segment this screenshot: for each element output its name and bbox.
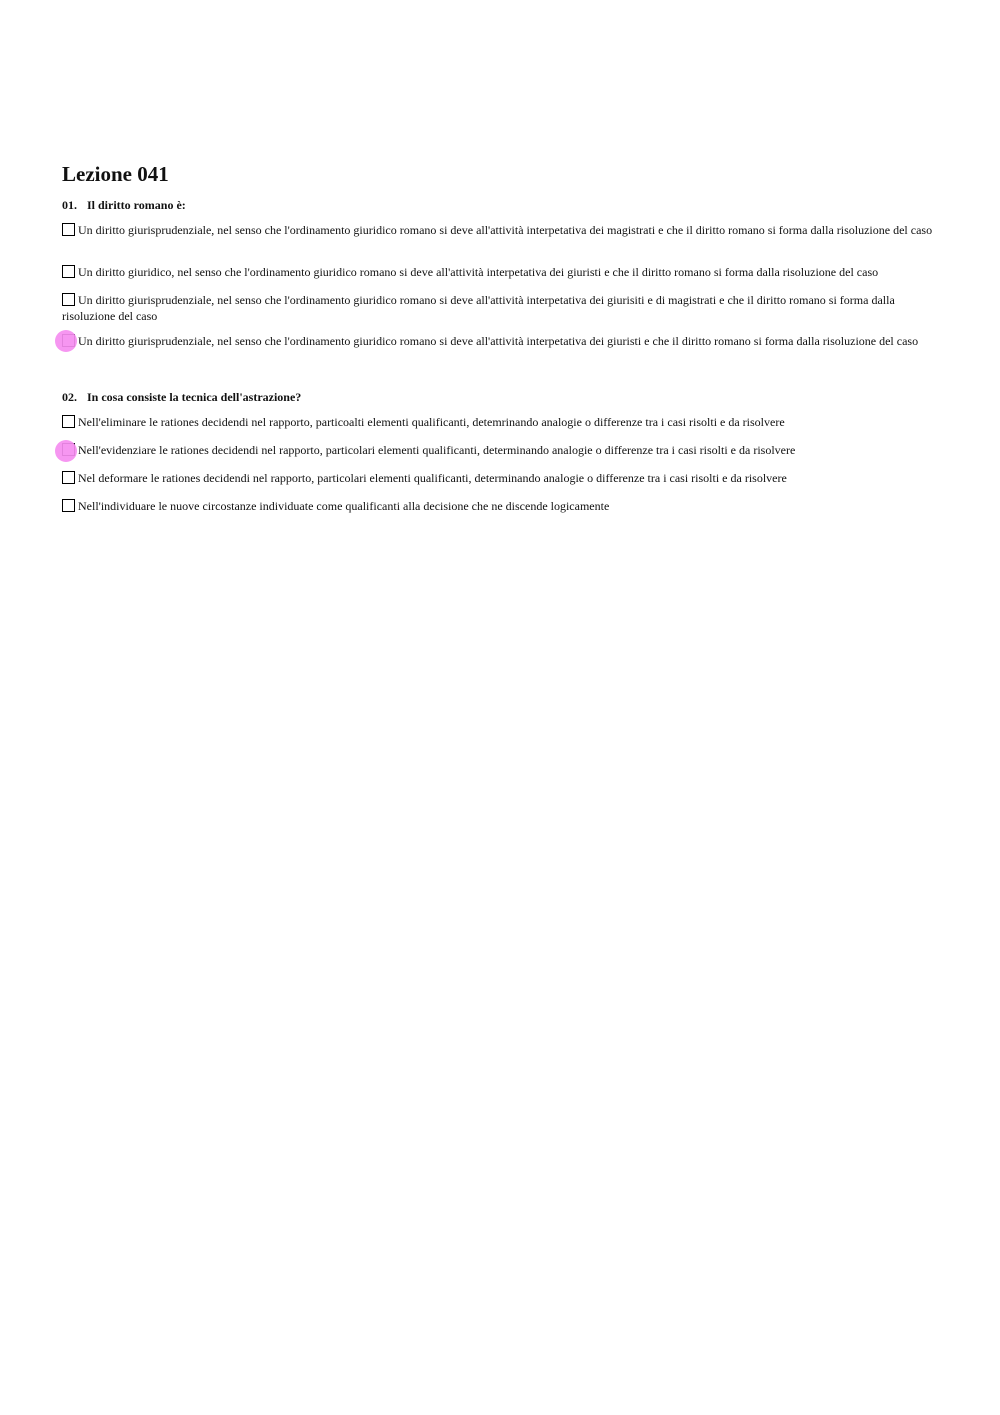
question-2-option-3[interactable]	[62, 471, 942, 487]
option-text: Un diritto giurisprudenziale, nel senso che l'ordinamento giuridico romano si deve all'attività interpetativa dei giurisiti e di magistrati e che il diritto romano si forma dalla risoluzione del caso	[62, 293, 895, 323]
option-text: Un diritto giuridico, nel senso che l'ordinamento giuridico romano si deve all'attività interpetativa dei giuristi e che il diritto romano si forma dalla risoluzione del caso	[78, 265, 879, 279]
answer-highlight-marker	[55, 330, 77, 352]
option-text: Un diritto giurisprudenziale, nel senso che l'ordinamento giuridico romano si deve all'attività interpetativa dei giuristi e che il diritto romano si forma dalla risoluzione del caso	[78, 334, 919, 348]
question-1-text: Il diritto romano è:	[87, 198, 186, 212]
option-text: Nell'evidenziare le rationes decidendi nel rapporto, particolari elementi qualificanti, determinando analogie o differenze tra i casi risolti e da risolvere	[78, 443, 796, 457]
question-1-option-4[interactable]	[62, 334, 942, 350]
question-2-number: 02.	[62, 390, 77, 404]
question-2-option-4[interactable]	[62, 499, 942, 515]
checkbox[interactable]	[62, 415, 75, 428]
question-1-option-1[interactable]	[62, 223, 942, 239]
checkbox[interactable]	[62, 499, 75, 512]
question-2-option-2[interactable]	[62, 443, 942, 459]
answer-highlight-marker	[55, 440, 77, 462]
question-2	[62, 389, 301, 405]
option-text: Nel deformare le rationes decidendi nel rapporto, particolari elementi qualificanti, determinando analogie o differenze tra i casi risolti e da risolvere	[78, 471, 787, 485]
question-2-option-1[interactable]	[62, 415, 942, 431]
question-2-text: In cosa consiste la tecnica dell'astrazione?	[87, 390, 302, 404]
lesson-title: Lezione 041	[62, 162, 169, 186]
checkbox[interactable]	[62, 265, 75, 278]
question-1-number: 01.	[62, 198, 77, 212]
option-text: Nell'individuare le nuove circostanze individuate come qualificanti alla decisione che ne discende logicamente	[78, 499, 610, 513]
question-1-option-2[interactable]	[62, 265, 942, 281]
checkbox[interactable]	[62, 223, 75, 236]
question-1	[62, 197, 186, 213]
option-text: Nell'eliminare le rationes decidendi nel rapporto, particoalti elementi qualificanti, detemrinando analogie o differenze tra i casi risolti e da risolvere	[78, 415, 785, 429]
option-text: Un diritto giurisprudenziale, nel senso che l'ordinamento giuridico romano si deve all'attività interpetativa dei magistrati e che il diritto romano si forma dalla risoluzione del caso	[78, 223, 933, 237]
checkbox[interactable]	[62, 471, 75, 484]
question-1-option-3[interactable]	[62, 293, 942, 324]
checkbox[interactable]	[62, 293, 75, 306]
